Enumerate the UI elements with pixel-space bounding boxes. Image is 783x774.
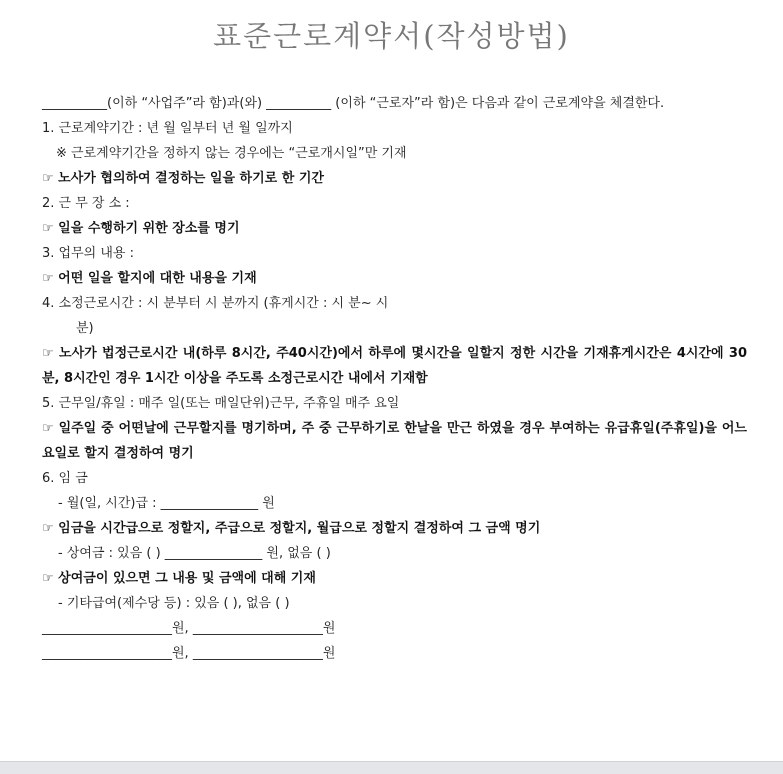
section-3-job-description: 3. 업무의 내용 : (42, 246, 134, 261)
section-3-guide: ☞ 어떤 일을 할지에 대한 내용을 기재 (42, 271, 257, 286)
contract-body (42, 91, 747, 666)
section-1-guide: ☞ 노사가 협의하여 결정하는 일을 하기로 한 기간 (42, 171, 324, 186)
section-2-workplace: 2. 근 무 장 소 : (42, 196, 130, 211)
section-6-bonus: - 상여금 : 있음 ( ) _______________ 원, 없음 ( ) (58, 546, 331, 561)
section-4-continuation: 분) (76, 321, 94, 336)
section-6-wages: 6. 임 금 (42, 471, 88, 486)
section-1-note: ※ 근로계약기간을 정하지 않는 경우에는 “근로개시일”만 기재 (56, 146, 407, 161)
document-title: 표준근로계약서(작성방법) (213, 19, 570, 53)
section-2-guide: ☞ 일을 수행하기 위한 장소를 명기 (42, 221, 240, 236)
section-1-contract-period: 1. 근로계약기간 : 년 월 일부터 년 월 일까지 (42, 121, 293, 136)
section-6-other-allowances: - 기타급여(제수당 등) : 있음 ( ), 없음 ( ) (58, 596, 290, 611)
intro-paragraph: __________(이하 “사업주”라 함)과(와) __________ (이하 “근로자”라 함)은 다음과 같이 근로계약을 체결한다. (42, 96, 665, 111)
section-6-amount-row: ____________________원, ____________________원 (42, 646, 336, 661)
section-6-amount-row: ____________________원, ____________________원 (42, 621, 336, 636)
section-4-guide: ☞ 노사가 법정근로시간 내(하루 8시간, 주40시간)에서 하루에 몇시간을 일할지 정한 시간을 기재휴게시간은 4시간에 30분, 8시간인 경우 1시간 이상을 주도록 소정근로시간 내에서 기재함 (42, 346, 747, 386)
section-6-base-pay-guide: ☞ 임금을 시간급으로 정할지, 주급으로 정할지, 월급으로 정할지 결정하여 그 금액 명기 (42, 521, 541, 536)
section-6-bonus-guide: ☞ 상여금이 있으면 그 내용 및 금액에 대해 기재 (42, 571, 316, 586)
viewer-bottom-strip (0, 761, 783, 774)
section-5-workdays: 5. 근무일/휴일 : 매주 일(또는 매일단위)근무, 주휴일 매주 요일 (42, 396, 400, 411)
section-5-guide: ☞ 일주일 중 어떤날에 근무할지를 명기하며, 주 중 근무하기로 한날을 만근 하였을 경우 부여하는 유급휴일(주휴일)을 어느 요일로 할지 결정하여 명기 (42, 421, 747, 461)
section-4-working-hours: 4. 소정근로시간 : 시 분부터 시 분까지 (휴게시간 : 시 분~ 시 (42, 296, 389, 311)
section-6-base-pay: - 월(일, 시간)급 : _______________ 원 (58, 496, 275, 511)
